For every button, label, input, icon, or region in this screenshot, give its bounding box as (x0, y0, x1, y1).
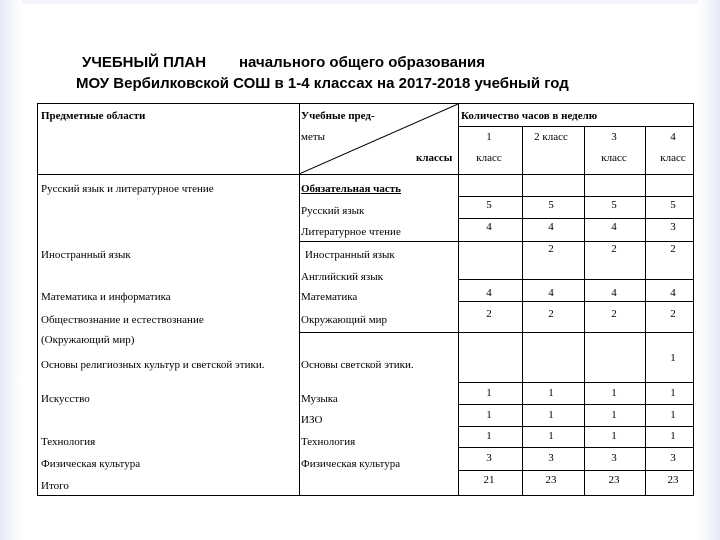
title-level: начального общего образования (239, 54, 485, 71)
subject-world: Окружающий мир (301, 314, 388, 326)
hours-music-4: 1 (670, 387, 676, 399)
header-areas: Предметные области (41, 110, 146, 122)
row-line-russian (458, 196, 694, 197)
header-col4-word: класс (660, 152, 686, 164)
hours-math-3: 4 (611, 287, 617, 299)
row-line-hours-header (458, 126, 694, 127)
hours-pe-2: 3 (548, 452, 554, 464)
hours-world-4: 2 (670, 308, 676, 320)
hours-english-2: 2 (548, 243, 554, 255)
row-line-music (458, 404, 694, 405)
hours-total-3: 23 (608, 474, 620, 486)
hours-izo-1: 1 (486, 409, 492, 421)
header-col2: 2 класс (534, 131, 568, 143)
hours-izo-4: 1 (670, 409, 676, 421)
hours-total-1: 21 (483, 474, 495, 486)
hours-russian-3: 5 (611, 199, 617, 211)
header-subjects-2: меты (301, 131, 326, 143)
hours-russian-4: 5 (670, 199, 676, 211)
hours-world-2: 2 (548, 308, 554, 320)
hours-total-2: 23 (545, 474, 557, 486)
hours-literature-4: 3 (670, 221, 676, 233)
subject-foreign: Иностранный язык (305, 249, 395, 261)
hours-izo-2: 1 (548, 409, 554, 421)
hours-pe-1: 3 (486, 452, 492, 464)
area-tech: Технология (41, 436, 96, 448)
subject-izo: ИЗО (301, 414, 323, 426)
hours-english-4: 2 (670, 243, 676, 255)
row-line-english (458, 279, 694, 280)
hours-religion-4: 1 (670, 352, 676, 364)
hours-izo-3: 1 (611, 409, 617, 421)
title-school: МОУ Вербилковской СОШ в 1-4 классах на 2017-2018 учебный год (76, 75, 569, 92)
hours-math-2: 4 (548, 287, 554, 299)
subject-tech: Технология (301, 436, 356, 448)
row-line-izo (458, 426, 694, 427)
hours-tech-4: 1 (670, 430, 676, 442)
hours-tech-3: 1 (611, 430, 617, 442)
row-line-foreign (299, 241, 694, 242)
hours-math-1: 4 (486, 287, 492, 299)
title-plan: УЧЕБНЫЙ ПЛАН (82, 54, 207, 71)
hours-literature-3: 4 (611, 221, 617, 233)
header-col3-num: 3 (611, 131, 617, 143)
row-line-tech (458, 447, 694, 448)
hours-music-1: 1 (486, 387, 492, 399)
subject-religion: Основы светской этики. (301, 359, 414, 371)
hours-literature-2: 4 (548, 221, 554, 233)
hours-music-3: 1 (611, 387, 617, 399)
hours-pe-3: 3 (611, 452, 617, 464)
hours-tech-2: 1 (548, 430, 554, 442)
hours-english-3: 2 (611, 243, 617, 255)
subject-music: Музыка (301, 393, 338, 405)
hours-world-1: 2 (486, 308, 492, 320)
subject-math: Математика (301, 291, 358, 303)
hours-pe-4: 3 (670, 452, 676, 464)
header-col4-num: 4 (670, 131, 676, 143)
area-total: Итого (41, 480, 69, 492)
area-math: Математика и информатика (41, 291, 171, 303)
subject-english: Английский язык (301, 271, 383, 283)
area-social: Обществознание и естествознание (41, 314, 204, 326)
hours-tech-1: 1 (486, 430, 492, 442)
area-art: Искусство (41, 393, 90, 405)
area-foreign: Иностранный язык (41, 249, 131, 261)
hours-music-2: 1 (548, 387, 554, 399)
area-social-sub: (Окружающий мир) (41, 334, 135, 346)
header-subjects-1: Учебные пред- (301, 110, 375, 122)
row-line-literature (458, 218, 694, 219)
row-line-world (299, 332, 694, 333)
row-line-religion (458, 382, 694, 383)
left-edge-decoration (0, 0, 22, 540)
hours-literature-1: 4 (486, 221, 492, 233)
row-line-pe (458, 470, 694, 471)
area-religion: Основы религиозных культур и светской этики. (41, 359, 265, 371)
subject-mandatory: Обязательная часть (301, 183, 401, 195)
header-hours: Количество часов в неделю (461, 110, 598, 122)
hours-math-4: 4 (670, 287, 676, 299)
hours-world-3: 2 (611, 308, 617, 320)
hours-total-4: 23 (667, 474, 679, 486)
subject-pe: Физическая культура (301, 458, 401, 470)
row-line-math (458, 301, 694, 302)
header-col1-word: класс (476, 152, 502, 164)
header-classes: классы (416, 152, 453, 164)
header-col3-word: класс (601, 152, 627, 164)
hours-russian-2: 5 (548, 199, 554, 211)
subject-literature: Литературное чтение (301, 226, 401, 238)
top-border (0, 0, 720, 4)
area-pe: Физическая культура (41, 458, 141, 470)
header-col1-num: 1 (486, 131, 492, 143)
hours-russian-1: 5 (486, 199, 492, 211)
subject-russian: Русский язык (301, 205, 365, 217)
area-russian: Русский язык и литературное чтение (41, 183, 214, 195)
